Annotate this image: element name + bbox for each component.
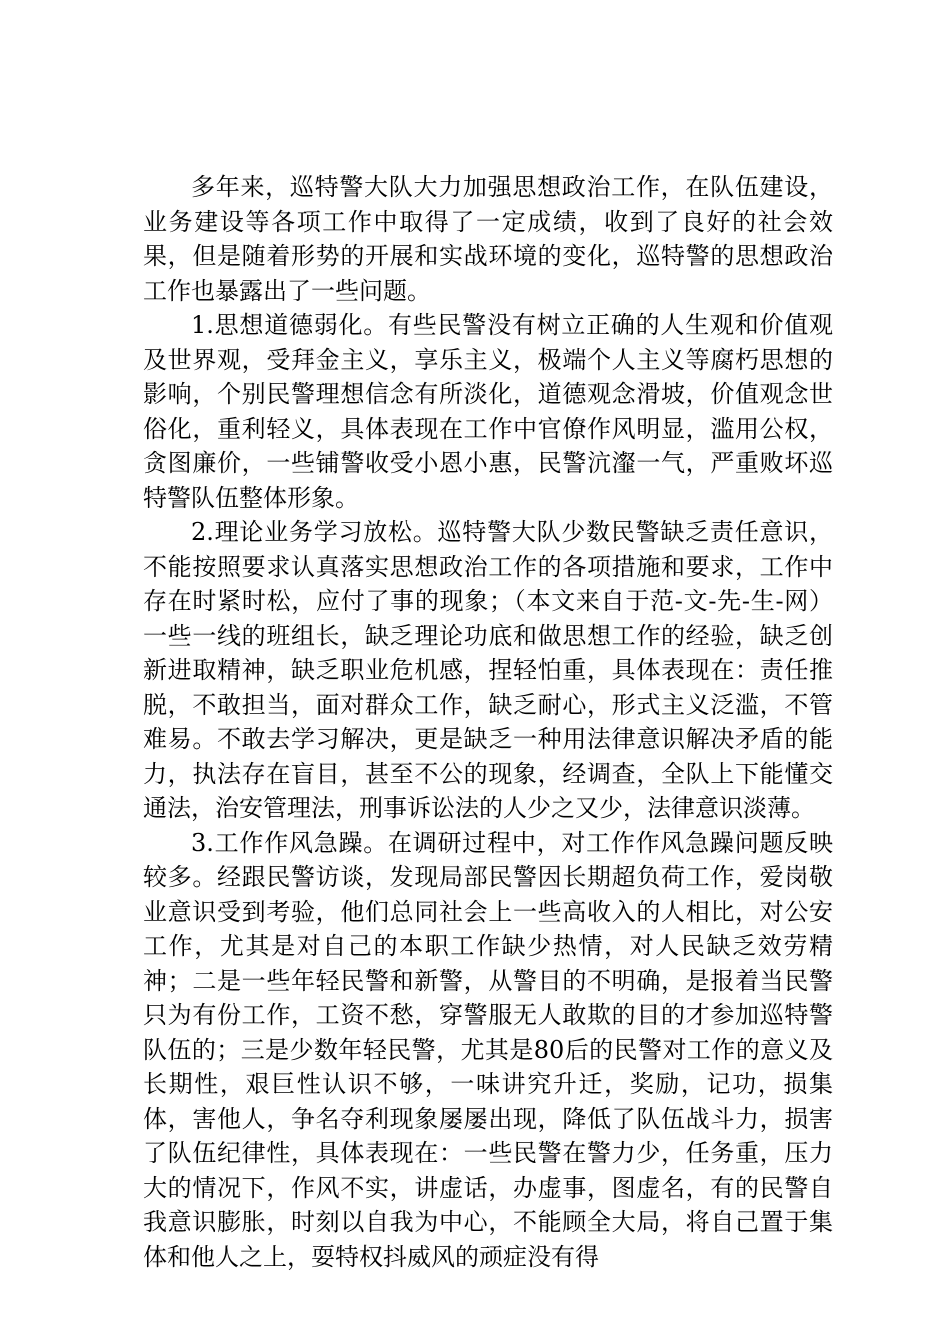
- intro-paragraph: 多年来，巡特警大队大力加强思想政治工作，在队伍建设，业务建设等各项工作中取得了一定成绩，收到了良好的社会效果，但是随着形势的开展和实战环境的变化，巡特警的思想政治工作也暴露出了一些问题。: [143, 173, 833, 305]
- paragraph-2-study-relaxed: 2.理论业务学习放松。巡特警大队少数民警缺乏责任意识，不能按照要求认真落实思想政治工作的各项措施和要求，工作中存在时紧时松，应付了事的现象；（本文来自于范-文-先-生-网）一些一线的班组长，缺乏理论功底和做思想工作的经验，缺乏创新进取精神，缺乏职业危机感，捏轻怕重，具体表现在：责任推脱，不敢担当，面对群众工作，缺乏耐心，形式主义泛滥，不管难易。不敢去学习解决，更是缺乏一种用法律意识解决矛盾的能力，执法存在盲目，甚至不公的现象，经调查，全队上下能懂交通法，治安管理法，刑事诉讼法的人少之又少，法律意识淡薄。: [143, 518, 833, 822]
- paragraph-3-work-style-impatient: 3.工作作风急躁。在调研过程中，对工作作风急躁问题反映较多。经跟民警访谈，发现局部民警因长期超负荷工作，爱岗敬业意识受到考验，他们总同社会上一些高收入的人相比，对公安工作，尤其是对自己的本职工作缺少热情，对人民缺乏效劳精神；二是一些年轻民警和新警，从警目的不明确，是报着当民警只为有份工作，工资不愁，穿警服无人敢欺的目的才参加巡特警队伍的；三是少数年轻民警，尤其是80后的民警对工作的意义及长期性，艰巨性认识不够，一味讲究升迁，奖励，记功，损集体，害他人，争名夺利现象屡屡出现，降低了队伍战斗力，损害了队伍纪律性，具体表现在：一些民警在警力少，任务重，压力大的情况下，作风不实，讲虚话，办虚事，图虚名，有的民警自我意识膨胀，时刻以自我为中心，不能顾全大局，将自己置于集体和他人之上，耍特权抖威风的顽症没有得: [143, 828, 833, 1271]
- document-body: [143, 170, 833, 1274]
- paragraph-1-moral-weakening: 1.思想道德弱化。有些民警没有树立正确的人生观和价值观及世界观，受拜金主义，享乐主义，极端个人主义等腐朽思想的影响，个别民警理想信念有所淡化，道德观念滑坡，价值观念世俗化，重利轻义，具体表现在工作中官僚作风明显，滥用公权，贪图廉价，一些铺警收受小恩小惠，民警沆瀣一气，严重败坏巡特警队伍整体形象。: [143, 311, 833, 512]
